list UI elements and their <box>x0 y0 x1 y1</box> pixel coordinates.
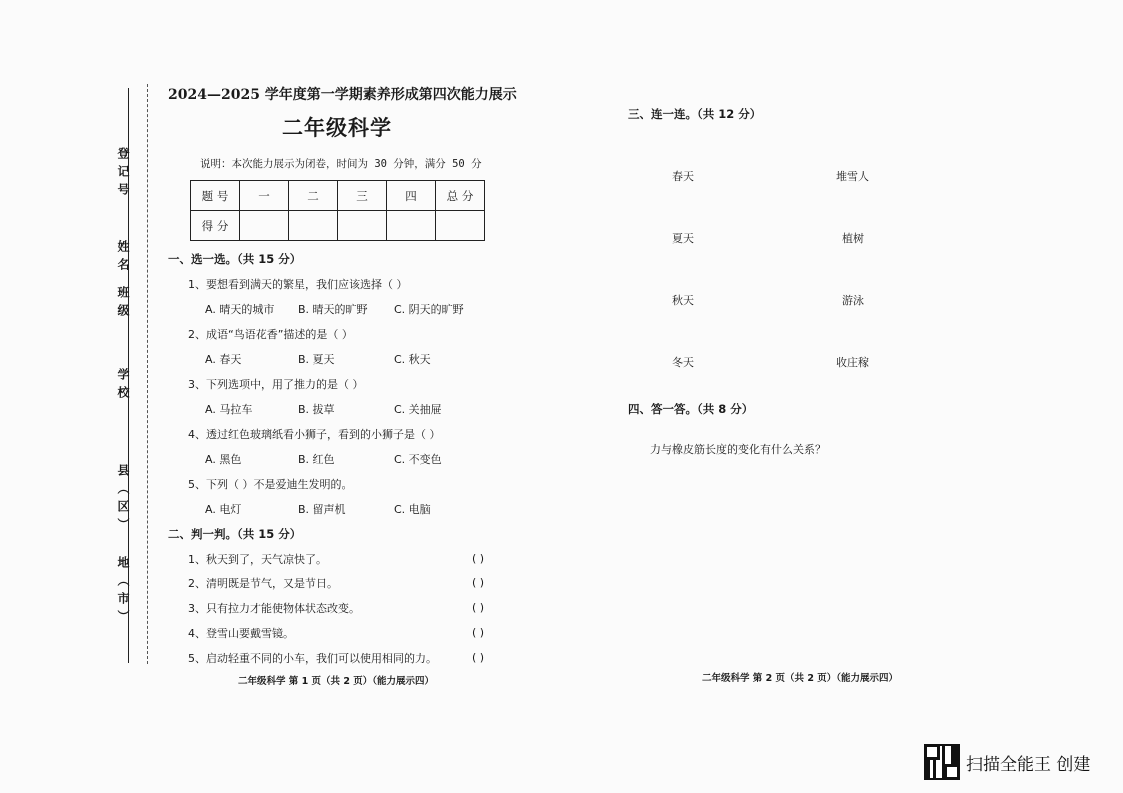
binding-dashed-line <box>147 84 148 664</box>
option-c: C. 关抽屉 <box>394 403 442 416</box>
judgement-item: 1、秋天到了，天气凉快了。 <box>188 553 327 566</box>
answer-parentheses[interactable]: ( ) <box>472 601 485 614</box>
score-table-cell: 题 号 <box>191 181 240 211</box>
score-table-cell: 总 分 <box>436 181 485 211</box>
option-a: A. 马拉车 <box>205 403 253 416</box>
page2-footer: 二年级科学 第 2 页（共 2 页）（能力展示四） <box>702 673 899 684</box>
judgement-item: 5、启动轻重不同的小车，我们可以使用相同的力。 <box>188 652 437 665</box>
match-right-item[interactable]: 游泳 <box>842 294 864 307</box>
match-left-item[interactable]: 冬天 <box>672 356 694 369</box>
option-c: C. 阴天的旷野 <box>394 303 464 316</box>
score-input-cell[interactable] <box>240 211 289 241</box>
side-label-class: 班级 <box>116 286 130 322</box>
side-label-county: 县（区） <box>116 464 130 536</box>
option-c: C. 电脑 <box>394 503 431 516</box>
question-text: 5、下列（ ）不是爱迪生发明的。 <box>188 478 353 491</box>
option-b: B. 夏天 <box>298 353 335 366</box>
question-text: 4、透过红色玻璃纸看小狮子，看到的小狮子是（ ） <box>188 428 441 441</box>
subject-title: 二年级科学 <box>282 115 392 140</box>
score-table-cell: 三 <box>338 181 387 211</box>
match-left-item[interactable]: 夏天 <box>672 232 694 245</box>
qr-code-icon <box>924 744 960 780</box>
answer-parentheses[interactable]: ( ) <box>472 552 485 565</box>
score-table <box>190 180 485 241</box>
score-input-cell[interactable] <box>338 211 387 241</box>
side-label-city: 地（市） <box>116 556 130 628</box>
score-table-cell: 二 <box>289 181 338 211</box>
judgement-item: 4、登雪山要戴雪镜。 <box>188 627 294 640</box>
score-table-header-row <box>191 181 485 211</box>
section3-title: 三、连一连。（共 12 分） <box>628 107 762 121</box>
answer-parentheses[interactable]: ( ) <box>472 626 485 639</box>
score-table-cell: 得 分 <box>191 211 240 241</box>
score-input-cell[interactable] <box>387 211 436 241</box>
question-text: 2、成语“鸟语花香”描述的是（ ） <box>188 328 353 341</box>
judgement-item: 2、清明既是节气，又是节日。 <box>188 577 338 590</box>
match-left-item[interactable]: 秋天 <box>672 294 694 307</box>
side-label-registration: 登记号 <box>116 147 130 201</box>
answer-parentheses[interactable]: ( ) <box>472 651 485 664</box>
option-a: A. 黑色 <box>205 453 242 466</box>
section2-title: 二、判一判。（共 15 分） <box>168 527 302 541</box>
score-table-cell: 四 <box>387 181 436 211</box>
scanner-watermark: 扫描全能王 创建 <box>966 755 1091 775</box>
match-right-item[interactable]: 收庄稼 <box>836 356 869 369</box>
match-right-item[interactable]: 植树 <box>842 232 864 245</box>
term-title: 2024—2025 学年度第一学期素养形成第四次能力展示 <box>168 87 517 103</box>
score-input-cell[interactable] <box>436 211 485 241</box>
section4-title: 四、答一答。（共 8 分） <box>628 402 754 416</box>
match-left-item[interactable]: 春天 <box>672 170 694 183</box>
question-text: 3、下列选项中，用了推力的是（ ） <box>188 378 364 391</box>
score-table-cell: 一 <box>240 181 289 211</box>
option-b: B. 晴天的旷野 <box>298 303 368 316</box>
exam-instructions: 说明：本次能力展示为闭卷，时间为 30 分钟，满分 50 分 <box>200 158 482 170</box>
option-a: A. 电灯 <box>205 503 242 516</box>
answer-area[interactable] <box>640 462 1000 642</box>
answer-parentheses[interactable]: ( ) <box>472 576 485 589</box>
match-right-item[interactable]: 堆雪人 <box>836 170 869 183</box>
section1-title: 一、选一选。（共 15 分） <box>168 252 302 266</box>
option-b: B. 留声机 <box>298 503 346 516</box>
option-c: C. 不变色 <box>394 453 442 466</box>
option-b: B. 拔草 <box>298 403 335 416</box>
short-answer-question: 力与橡皮筋长度的变化有什么关系？ <box>650 443 826 456</box>
side-label-name: 姓名 <box>116 240 130 276</box>
score-table-score-row <box>191 211 485 241</box>
option-b: B. 红色 <box>298 453 335 466</box>
option-a: A. 春天 <box>205 353 242 366</box>
option-a: A. 晴天的城市 <box>205 303 275 316</box>
score-input-cell[interactable] <box>289 211 338 241</box>
side-label-school: 学校 <box>116 368 130 404</box>
question-text: 1、要想看到满天的繁星，我们应该选择（ ） <box>188 278 408 291</box>
judgement-item: 3、只有拉力才能使物体状态改变。 <box>188 602 360 615</box>
page1-footer: 二年级科学 第 1 页（共 2 页）（能力展示四） <box>238 676 435 687</box>
option-c: C. 秋天 <box>394 353 431 366</box>
